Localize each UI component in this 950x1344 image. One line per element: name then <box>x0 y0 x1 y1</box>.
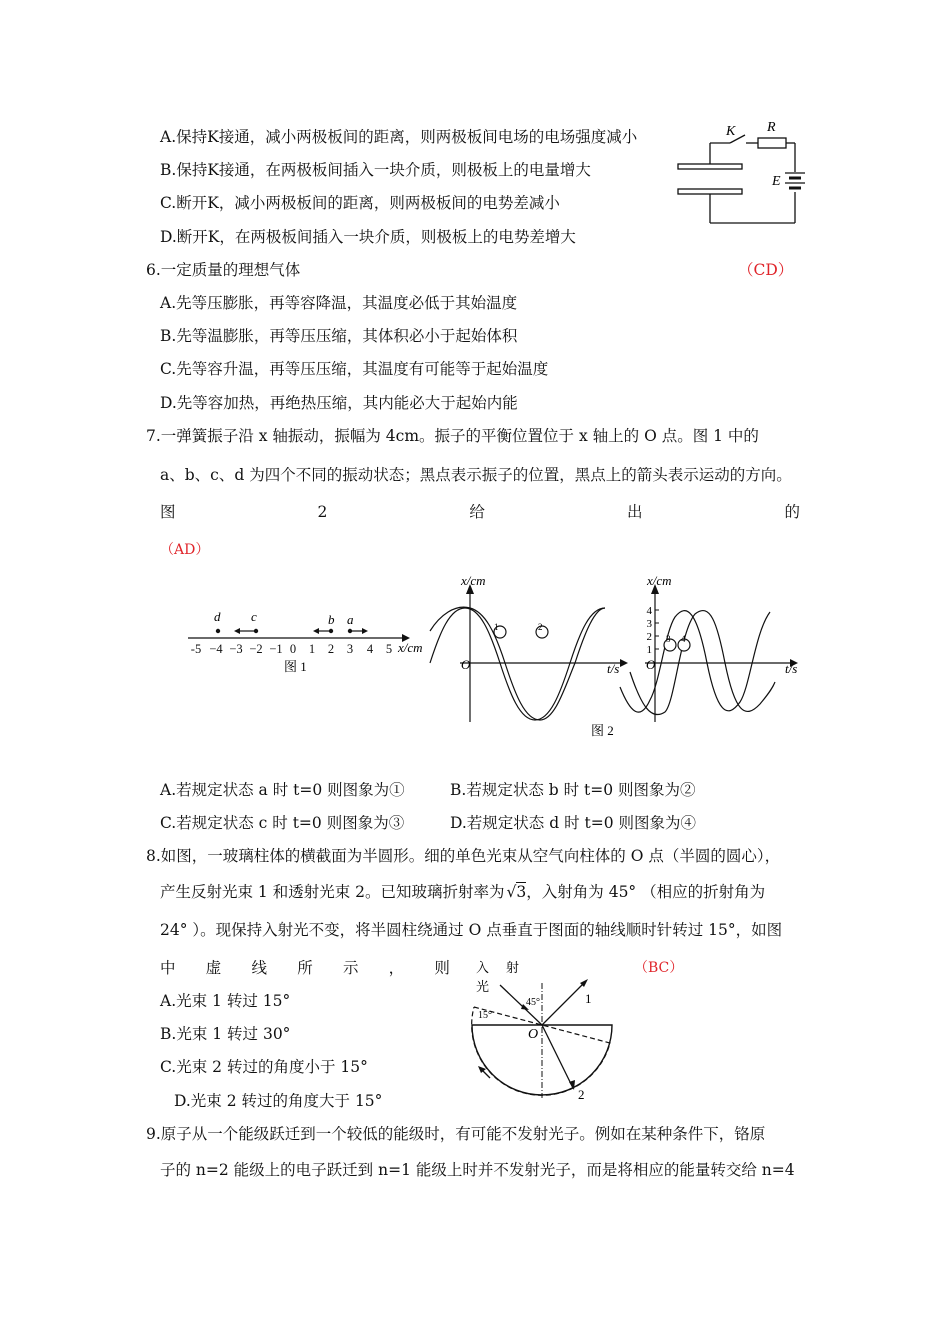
q5-circuit-diagram <box>670 115 810 230</box>
q8-word: 所 <box>297 959 313 977</box>
circuit-label-e: E <box>772 174 781 189</box>
fig2-y-tick: 2 <box>646 631 652 643</box>
fig2-right-t-label: t/s <box>785 661 798 676</box>
fig2-left-t-label: t/s <box>607 661 620 676</box>
q6-option-a: A.先等压膨胀，再等容降温，其温度必低于其始温度 <box>160 294 518 312</box>
fig2-circle-label: 2 <box>538 622 543 632</box>
q7-word: 的 <box>784 503 800 521</box>
q8-word: 虚 <box>205 959 222 977</box>
q6-option-b: B.先等温膨胀，再等压压缩，其体积必小于起始体积 <box>160 327 518 345</box>
q8-option-a: A.光束 1 转过 15° <box>160 992 291 1010</box>
fig1-caption: 图 1 <box>284 659 307 674</box>
q8-word: 中 <box>160 959 176 977</box>
arrow-left-icon <box>313 628 319 634</box>
q8-stem-line1: 8.如图，一玻璃柱体的横截面为半圆形。细的单色光束从空气向柱体的 O 点（半圆的圆心）， <box>146 847 781 865</box>
q8-stem-line2-a: 产生反射光束 1 和透射光束 2。已知玻璃折射率为 <box>160 883 505 901</box>
q7-option-b: B.若规定状态 b 时 t=0 则图象为② <box>450 781 696 799</box>
q7-word: 图 <box>160 503 176 521</box>
q5-option-b: B.保持K接通，在两极板间插入一块介质，则极板上的电量增大 <box>160 161 591 179</box>
q8-stem-line2-b: ，入射角为 45° （相应的折射角为 <box>526 883 766 901</box>
q7-stem-line3 <box>160 502 800 522</box>
sqrt-value: 3 <box>516 883 527 901</box>
fig2-y-tick: 3 <box>646 618 652 630</box>
q6-stem: 6.一定质量的理想气体 <box>146 261 301 279</box>
fig2-right-origin: O <box>646 657 656 672</box>
q9-line1: 9.原子从一个能级跃迁到一个较低的能级时，有可能不发射光子。例如在某种条件下，铬原 <box>146 1125 766 1143</box>
q8-word: 则 <box>434 959 450 977</box>
q5-option-c: C.断开K，减小两极板间的距离，则两极板间的电势差减小 <box>160 194 560 212</box>
fig2-circle-label: 1 <box>494 622 499 632</box>
angle-incident: 45° <box>526 997 540 1008</box>
q5-option-d: D.断开K，在两极板间插入一块介质，则极板上的电势差增大 <box>160 228 576 246</box>
fig1-tick: 0 <box>289 642 297 656</box>
label-incident-1: 入 <box>476 960 490 975</box>
fig1-axis-label: x/cm <box>398 640 423 655</box>
fig1-tick: 1 <box>308 642 316 656</box>
q7-answer: （AD） <box>160 542 210 558</box>
fig2-y-tick: 1 <box>646 644 652 656</box>
semicircle-dashed <box>472 1007 610 1095</box>
q9-line2: 子的 n=2 能级上的电子跃迁到 n=1 能级上时并不发射光子，而是将相应的能量转交给 n=4 <box>160 1161 795 1179</box>
q7-option-c: C.若规定状态 c 时 t=0 则图象为③ <box>160 814 405 832</box>
label-incident-3: 光 <box>476 979 490 994</box>
fig1-label-b: b <box>328 612 335 627</box>
fig1-tick: −4 <box>209 642 223 656</box>
fig2-left-wave-2 <box>430 608 605 720</box>
arrow-left-icon <box>234 628 240 634</box>
fig1-tick: −1 <box>269 642 283 656</box>
fig1-label-c: c <box>251 609 257 624</box>
q7-option-a: A.若规定状态 a 时 t=0 则图象为① <box>160 781 405 799</box>
q7-word: 2 <box>317 503 328 521</box>
q7-word: 给 <box>469 503 485 521</box>
fig1-tick: −2 <box>249 642 263 656</box>
q8-option-d: D.光束 2 转过的角度大于 15° <box>174 1092 383 1110</box>
q7-option-d: D.若规定状态 d 时 t=0 则图象为④ <box>450 814 697 832</box>
q7-stem-line1: 7.一弹簧振子沿 x 轴振动，振幅为 4cm。振子的平衡位置位于 x 轴上的 O 点。图 1 中的 <box>146 427 759 445</box>
q8-stem-line3: 24° ）。现保持入射光不变，将半圆柱绕通过 O 点垂直于图面的轴线顺时针转过 15°，如图 <box>160 921 783 939</box>
fig2-right-y-label: x/cm <box>647 573 672 588</box>
fig1-label-d: d <box>214 609 221 624</box>
q7-word: 出 <box>626 503 643 521</box>
beam-2-label: 2 <box>578 1087 585 1102</box>
q8-option-c: C.光束 2 转过的角度小于 15° <box>160 1058 368 1076</box>
q6-option-d: D.先等容加热，再绝热压缩，其内能必大于起始内能 <box>160 394 518 412</box>
fig1-tick: 4 <box>366 642 374 656</box>
q6-answer: （CD） <box>738 261 794 279</box>
circuit-label-r: R <box>767 120 776 135</box>
q7-figure1-number-line <box>180 600 440 680</box>
refracted-beam <box>542 1025 573 1088</box>
fig1-tick: 3 <box>346 642 354 656</box>
center-label: O <box>528 1027 539 1042</box>
fig2-circle-label: 4 <box>681 634 686 644</box>
fig1-point-d <box>216 629 220 633</box>
q8-stem-line4 <box>160 958 450 978</box>
q6-option-c: C.先等容升温，再等压压缩，其温度有可能等于起始温度 <box>160 360 549 378</box>
q7-stem-line2: a、b、c、d 为四个不同的振动状态；黑点表示振子的位置，黑点上的箭头表示运动的方向。 <box>160 466 792 484</box>
angle-rotate: 15° <box>478 1010 492 1021</box>
fig2-left-y-label: x/cm <box>461 573 486 588</box>
q5-option-a: A.保持K接通，减小两极板间的距离，则两极板间电场的电场强度减小 <box>160 128 638 146</box>
q8-option-b: B.光束 1 转过 30° <box>160 1025 291 1043</box>
fig2-y-tick: 4 <box>646 605 652 617</box>
label-incident-2: 射 <box>506 960 520 975</box>
q8-answer: （BC） <box>634 960 684 976</box>
q7-figure2-graphs <box>425 572 815 747</box>
fig1-label-a: a <box>347 612 354 627</box>
q8-stem-line2 <box>160 882 765 902</box>
circuit-label-k: K <box>726 124 736 139</box>
fig1-tick: −3 <box>229 642 243 656</box>
beam-1-label: 1 <box>585 991 592 1006</box>
q8-word: ， <box>388 959 405 977</box>
fig2-right-wave-1 <box>620 611 770 713</box>
fig1-tick: 2 <box>327 642 335 656</box>
fig2-left-origin: O <box>461 657 471 672</box>
fig1-tick: 5 <box>385 642 393 656</box>
sqrt-symbol: √3 <box>506 883 527 901</box>
q8-word: 线 <box>251 959 267 977</box>
q8-optics-diagram <box>462 958 622 1108</box>
q8-word: 示 <box>342 959 359 977</box>
fig2-caption: 图 2 <box>591 723 614 738</box>
fig2-circle-label: 3 <box>666 634 671 644</box>
reflected-beam <box>542 981 586 1025</box>
arrow-right-icon <box>362 628 368 634</box>
fig1-tick: -5 <box>190 642 202 656</box>
